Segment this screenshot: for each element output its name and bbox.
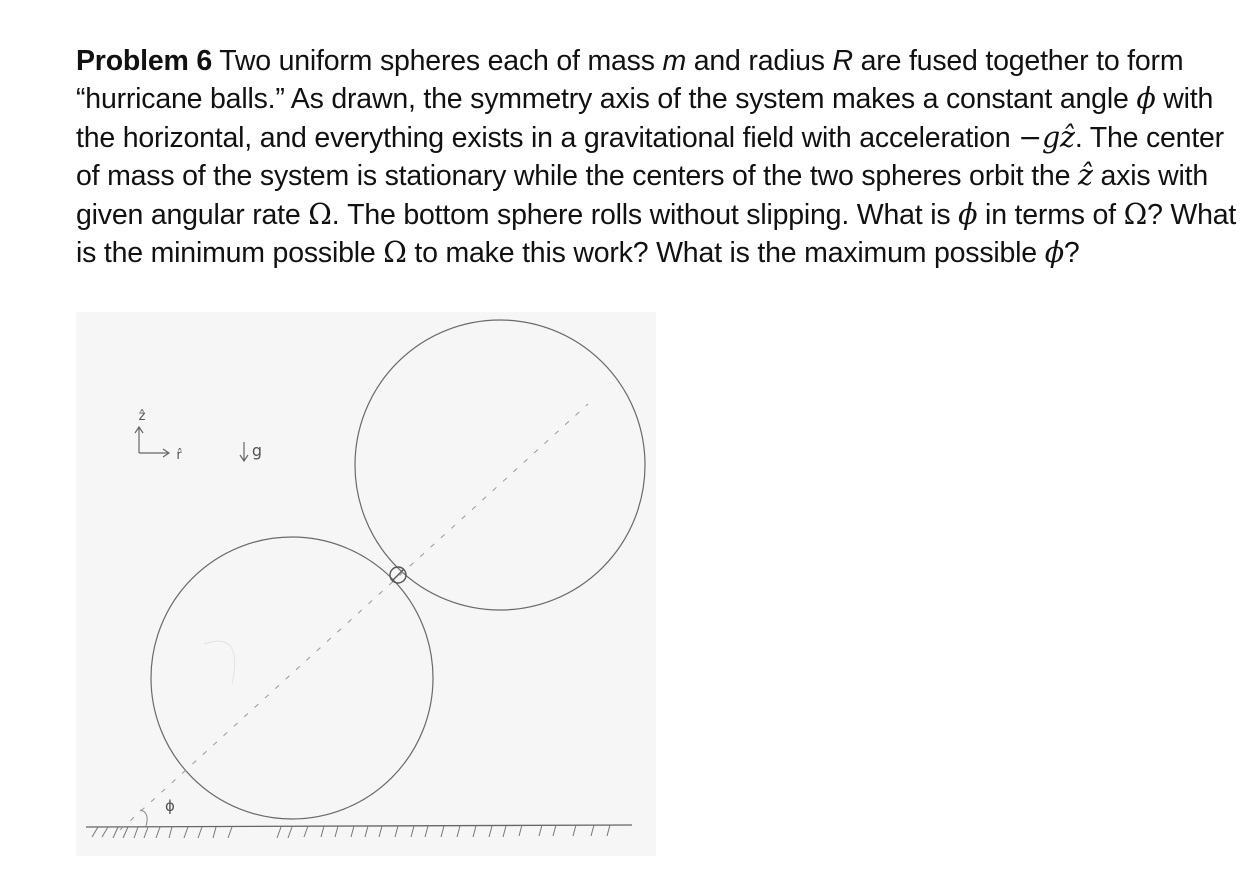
- problem-text-fragment: “hurricane balls.” As drawn, the symmetry axis of the system makes a constant angle: [76, 83, 1137, 116]
- r-axis-label: r̂: [176, 448, 182, 463]
- problem-text-fragment: axis with: [1092, 160, 1208, 193]
- problem-line-3: [76, 119, 1236, 157]
- r-axis-arrow: [139, 449, 169, 457]
- figure-drawing: [76, 312, 656, 856]
- z-axis-label: ẑ: [138, 409, 146, 424]
- problem-line-5: [76, 196, 1236, 234]
- phi-symbol: ϕ: [1044, 236, 1064, 270]
- phi-angle-arc: [140, 810, 147, 826]
- problem-text-fragment: with: [1155, 83, 1214, 116]
- problem-label: Problem 6: [76, 45, 212, 77]
- symmetry-axis: [120, 404, 588, 830]
- problem-line-6: [76, 234, 1236, 272]
- problem-text-fragment: . The center: [1074, 121, 1224, 154]
- problem-text-fragment: to make this work? What is the maximum possible: [406, 237, 1045, 270]
- problem-text-fragment: and radius: [686, 45, 833, 77]
- problem-text-fragment: ? What: [1147, 198, 1237, 231]
- bottom-sphere-faint-arc: [204, 641, 235, 684]
- problem-text-fragment: given angular rate: [76, 198, 309, 231]
- problem-text-fragment: of mass of the system is stationary while the centers of the two spheres orbit the: [76, 160, 1078, 193]
- omega-symbol: Ω: [308, 197, 332, 231]
- problem-line-4: [76, 157, 1236, 195]
- gravity-arrow: [240, 442, 248, 461]
- problem-text-fragment: is the minimum possible: [76, 237, 384, 270]
- ground-line: [86, 825, 632, 827]
- phi-angle-label: ϕ: [165, 797, 175, 815]
- problem-statement: [76, 42, 1236, 272]
- problem-text-fragment: . The bottom sphere rolls without slipping. What is: [331, 198, 959, 231]
- radius-symbol: R: [832, 45, 853, 77]
- phi-symbol: ϕ: [1136, 82, 1156, 116]
- problem-line-2: [76, 80, 1236, 118]
- omega-symbol: Ω: [1123, 197, 1148, 231]
- problem-text-fragment: are fused together to form: [852, 45, 1184, 77]
- omega-symbol: Ω: [383, 236, 407, 270]
- z-axis-arrow: [135, 427, 143, 453]
- problem-text-fragment: in terms of: [977, 198, 1124, 231]
- z-hat-symbol: ẑ: [1077, 159, 1093, 193]
- hurricane-balls-figure: [76, 312, 656, 856]
- problem-line-1: [76, 42, 1236, 80]
- problem-text-fragment: ?: [1063, 237, 1080, 270]
- problem-text-fragment: the horizontal, and everything exists in a gravitational field with acceleration: [76, 121, 1019, 154]
- problem-text-fragment: Two uniform spheres each of mass: [212, 45, 663, 77]
- gravity-expression: −gẑ: [1018, 120, 1075, 154]
- gravity-label: g: [251, 441, 263, 460]
- phi-symbol: ϕ: [958, 197, 978, 231]
- center-of-mass-cross: [392, 569, 404, 581]
- mass-symbol: m: [662, 45, 687, 77]
